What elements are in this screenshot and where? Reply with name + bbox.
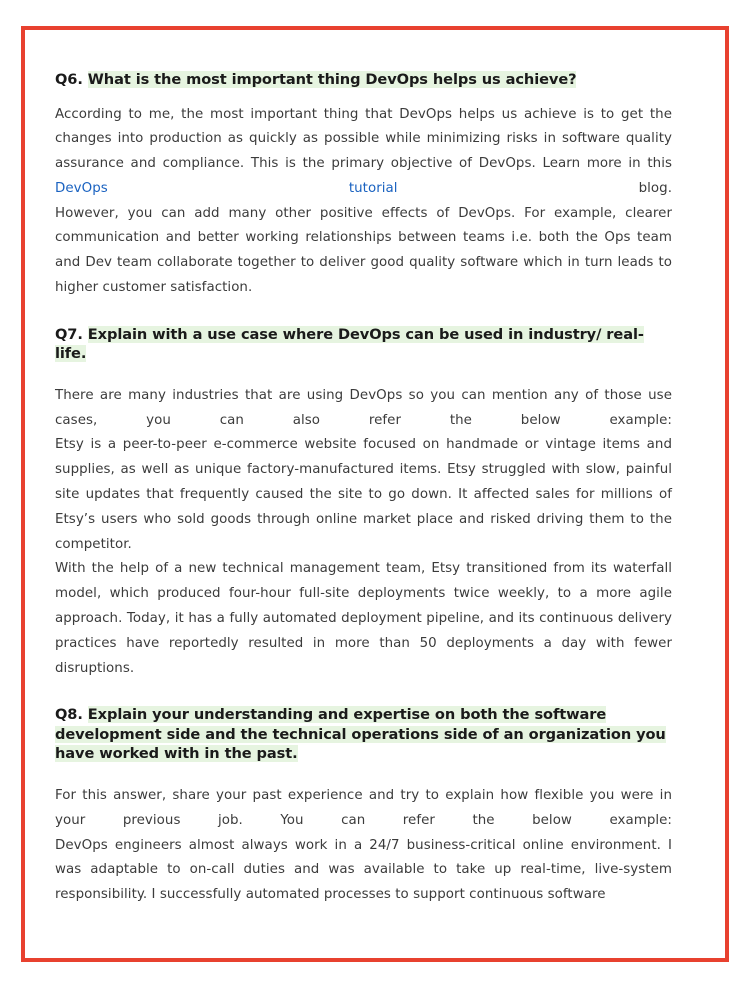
paragraph-q8-intro: For this answer, share your past experience and try to explain how flexible you were in your previous job. You can refer the below example:: [55, 787, 672, 828]
spacer: [55, 301, 672, 325]
spacer: [55, 681, 672, 705]
paragraph-q6-however: However, you can add many other positive effects of DevOps. For example, clearer communication and better working relationships between teams i.e. both the Ops team and Dev team collaborate together to deliver good quality software which in turn leads to higher customer satisfaction.: [55, 205, 672, 296]
paragraph-q6-intro: [55, 103, 672, 202]
spacer: [55, 364, 672, 384]
question-heading-text-q8: Explain your understanding and expertise on both the software development side and the technical operations side of an organization you have worked with in the past.: [55, 706, 666, 763]
paragraph-q6-intro-text: According to me, the most important thing that DevOps helps us achieve is to get the changes into production as quickly as possible while minimizing risks in software quality assurance and compliance. This is the primary objective of DevOps. Learn more in this: [55, 106, 672, 172]
question-number-q7: Q7.: [55, 325, 83, 343]
question-number-q8: Q8.: [55, 706, 83, 724]
paragraph-q6-intro-tail: blog.: [638, 180, 673, 196]
question-heading-q7: [55, 325, 672, 364]
question-heading-text-q6: What is the most important thing DevOps helps us achieve?: [87, 71, 577, 88]
tutorial-link[interactable]: tutorial: [348, 180, 398, 196]
document-content: [55, 70, 672, 908]
question-heading-text-q7: Explain with a use case where DevOps can be used in industry/ real-life.: [55, 325, 644, 363]
paragraph-q8-experience: DevOps engineers almost always work in a 24/7 business-critical online environment. I was adaptable to on-call duties and was available to take up real-time, live-system responsibility. I successfully automated processes to support continuous software: [55, 837, 672, 903]
spacer: [55, 90, 672, 103]
document-page-frame: [21, 26, 729, 962]
devops-link[interactable]: DevOps: [55, 180, 108, 196]
spacer: [55, 764, 672, 784]
question-heading-q8: [55, 705, 672, 764]
paragraph-q7-intro: There are many industries that are using DevOps so you can mention any of those use cases, you can also refer the below example:: [55, 387, 672, 428]
question-number-q6: Q6.: [55, 71, 83, 88]
paragraph-q7-transition: With the help of a new technical management team, Etsy transitioned from its waterfall model, which produced four-hour full-site deployments twice weekly, to a more agile approach. Today, it has a fully automated deployment pipeline, and its continuous delivery practices have reportedly resulted in more than 50 deployments a day with fewer disruptions.: [55, 561, 672, 676]
question-heading-q6: [55, 70, 672, 90]
paragraph-q7-etsy: Etsy is a peer-to-peer e-commerce website focused on handmade or vintage items and supplies, as well as unique factory-manufactured items. Etsy struggled with slow, painful site updates that frequently caused the site to go down. It affected sales for millions of Etsy’s users who sold goods through online market place and risked driving them to the competitor.: [55, 437, 672, 552]
